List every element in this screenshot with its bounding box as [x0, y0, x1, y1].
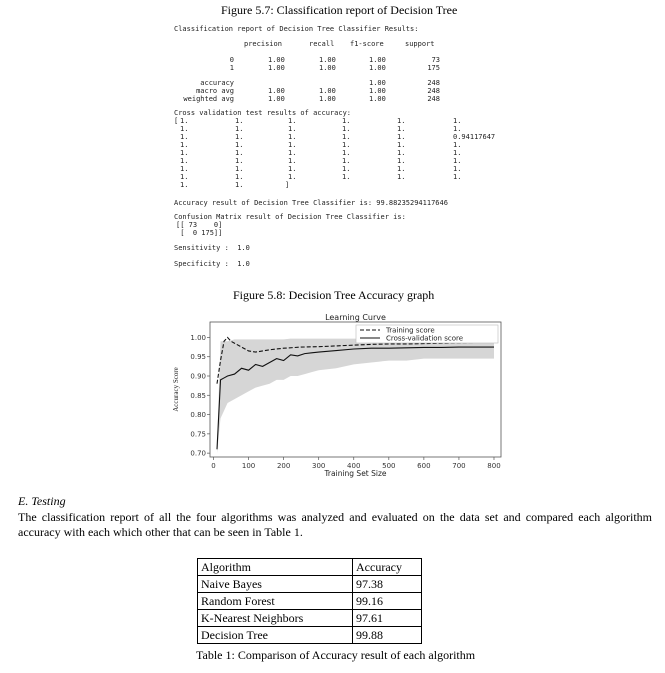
- cv-value: 1.: [397, 157, 406, 165]
- table-cell-accuracy: 99.16: [353, 593, 422, 610]
- accuracy-result-line: Accuracy result of Decision Tree Classifier is: 99.88235294117646: [174, 199, 448, 207]
- summary-label: weighted avg: [183, 95, 234, 103]
- y-tick-label: 0.75: [190, 430, 206, 439]
- table-row: [198, 593, 422, 610]
- cv-value: 1.: [397, 149, 406, 157]
- row-precision: 1.00: [268, 56, 285, 64]
- classification-report-panel: [170, 20, 510, 270]
- cv-value: 1.: [235, 125, 244, 133]
- cv-value: 0.94117647: [453, 133, 496, 141]
- cv-value: 1.: [453, 141, 462, 149]
- summary-label: macro avg: [196, 87, 234, 95]
- cv-value: 1.: [180, 157, 189, 165]
- cv-value: 1.: [342, 149, 351, 157]
- cv-value: 1.: [288, 165, 297, 173]
- row-recall: 1.00: [319, 56, 336, 64]
- row-support: 175: [427, 64, 440, 72]
- cv-value: 1.: [235, 141, 244, 149]
- y-axis-label: Accuracy Score: [172, 367, 180, 412]
- cv-value: 1.: [453, 165, 462, 173]
- cv-value: 1.: [453, 117, 462, 125]
- summary-support: 248: [427, 95, 440, 103]
- legend-cv-label: Cross-validation score: [386, 334, 464, 343]
- y-tick-label: 0.85: [190, 391, 206, 400]
- cv-value: 1.: [288, 133, 297, 141]
- row-support: 73: [431, 56, 440, 64]
- confusion-title: Confusion Matrix result of Decision Tree Classifier is:: [174, 213, 406, 221]
- cv-value: 1.: [397, 173, 406, 181]
- cv-value: 1.: [288, 173, 297, 181]
- table-header-algorithm: Algorithm: [198, 559, 353, 576]
- cv-value: 1.: [180, 141, 189, 149]
- cv-value: 1.: [397, 117, 406, 125]
- y-tick-label: 0.95: [190, 353, 206, 362]
- cv-value: 1.: [235, 165, 244, 173]
- cv-values-grid: [170, 117, 510, 192]
- summary-precision: 1.00: [268, 87, 285, 95]
- table-row: [198, 627, 422, 644]
- cv-value: 1.: [180, 181, 189, 189]
- summary-support: 248: [427, 79, 440, 87]
- report-title: Classification report of Decision Tree Classifier Results:: [174, 25, 419, 33]
- cv-value: 1.: [180, 173, 189, 181]
- learning-curve-chart: [166, 312, 514, 480]
- table-cell-algorithm: Naive Bayes: [198, 576, 353, 593]
- summary-f1: 1.00: [369, 79, 386, 87]
- cv-value: 1.: [288, 141, 297, 149]
- y-tick-label: 0.70: [190, 449, 206, 458]
- summary-recall: 1.00: [319, 87, 336, 95]
- x-tick-label: 300: [311, 462, 326, 470]
- cv-value: 1.: [235, 133, 244, 141]
- y-tick-label: 1.00: [190, 333, 206, 342]
- cv-value: 1.: [342, 173, 351, 181]
- section-e-heading: E. Testing: [18, 494, 66, 508]
- cv-value: 1.: [180, 165, 189, 173]
- cv-value: 1.: [342, 141, 351, 149]
- cv-value: 1.: [453, 157, 462, 165]
- cv-value: 1.: [180, 125, 189, 133]
- summary-f1: 1.00: [369, 87, 386, 95]
- summary-f1: 1.00: [369, 95, 386, 103]
- table-cell-algorithm: K-Nearest Neighbors: [198, 610, 353, 627]
- learning-curve-svg: [166, 312, 514, 480]
- cv-open-bracket: [: [174, 117, 179, 125]
- table-header-row: [198, 559, 422, 576]
- cv-value: 1.: [342, 157, 351, 165]
- header-support: support: [405, 40, 435, 48]
- y-tick-label: 0.80: [190, 411, 206, 420]
- table-cell-accuracy: 99.88: [353, 627, 422, 644]
- cv-value: 1.: [235, 173, 244, 181]
- cv-value: 1.: [180, 149, 189, 157]
- row-recall: 1.00: [319, 64, 336, 72]
- row-label: 1: [229, 64, 234, 72]
- x-tick-label: 500: [382, 462, 396, 470]
- cv-value: 1.: [397, 133, 406, 141]
- cv-value: 1.: [453, 125, 462, 133]
- legend-training-label: Training score: [386, 326, 435, 335]
- x-tick-label: 200: [276, 462, 291, 470]
- cv-value: 1.: [453, 173, 462, 181]
- cv-value: 1.: [235, 149, 244, 157]
- summary-support: 248: [427, 87, 440, 95]
- table-row: [198, 576, 422, 593]
- x-tick-label: 800: [487, 462, 501, 470]
- chart-title: Learning Curve: [325, 313, 386, 322]
- x-axis-label: Training Set Size: [324, 469, 387, 478]
- cv-value: 1.: [288, 117, 297, 125]
- figure-5-7-caption: Figure 5.7: Classification report of Decision Tree: [221, 3, 458, 17]
- cv-value: 1.: [342, 125, 351, 133]
- table-cell-algorithm: Random Forest: [198, 593, 353, 610]
- cv-value: 1.: [235, 157, 244, 165]
- x-tick-label: 600: [417, 462, 431, 470]
- table-1: [197, 558, 422, 644]
- table-1-caption: Table 1: Comparison of Accuracy result of each algorithm: [196, 648, 476, 662]
- x-tick-label: 100: [241, 462, 256, 470]
- table-cell-accuracy: 97.61: [353, 610, 422, 627]
- confusion-row-2: [ 0 175]]: [176, 229, 223, 237]
- x-tick-label: 400: [347, 462, 361, 470]
- cv-title: Cross validation test results of accuracy:: [174, 109, 352, 117]
- summary-precision: 1.00: [268, 95, 285, 103]
- section-e-paragraph: The classification report of all the four algorithms was analyzed and evaluated on the data set and compared each algorithm accuracy with each which other that can be seen in Table 1.: [18, 510, 652, 539]
- cv-value: 1.: [342, 133, 351, 141]
- cv-value: 1.: [453, 149, 462, 157]
- cv-value: 1.: [180, 117, 189, 125]
- cv-value: 1.: [397, 141, 406, 149]
- cv-value: 1.: [397, 125, 406, 133]
- cv-value: 1.: [235, 117, 244, 125]
- cv-value: 1.: [235, 181, 244, 189]
- cv-value: 1.: [288, 149, 297, 157]
- table-header-accuracy: Accuracy: [353, 559, 422, 576]
- confusion-row-1: [[ 73 0]: [176, 221, 223, 229]
- header-f1-score: f1-score: [350, 40, 384, 48]
- cv-value: 1.: [342, 165, 351, 173]
- cv-close-bracket: ]: [285, 181, 290, 189]
- header-recall: recall: [309, 40, 335, 48]
- row-f1: 1.00: [369, 56, 386, 64]
- summary-label: accuracy: [200, 79, 234, 87]
- cv-value: 1.: [342, 117, 351, 125]
- table-cell-algorithm: Decision Tree: [198, 627, 353, 644]
- table-row: [198, 610, 422, 627]
- header-precision: precision: [244, 40, 282, 48]
- x-tick-label: 0: [211, 462, 216, 470]
- figure-5-8-caption: Figure 5.8: Decision Tree Accuracy graph: [233, 288, 435, 302]
- x-tick-label: 700: [452, 462, 466, 470]
- table-cell-accuracy: 97.38: [353, 576, 422, 593]
- summary-recall: 1.00: [319, 95, 336, 103]
- specificity-line: Specificity : 1.0: [174, 260, 250, 268]
- cv-value: 1.: [397, 165, 406, 173]
- cv-value: 1.: [288, 157, 297, 165]
- sensitivity-line: Sensitivity : 1.0: [174, 244, 250, 252]
- row-precision: 1.00: [268, 64, 285, 72]
- row-f1: 1.00: [369, 64, 386, 72]
- y-tick-label: 0.90: [190, 372, 206, 381]
- row-label: 0: [229, 56, 234, 64]
- cv-value: 1.: [180, 133, 189, 141]
- cv-value: 1.: [288, 125, 297, 133]
